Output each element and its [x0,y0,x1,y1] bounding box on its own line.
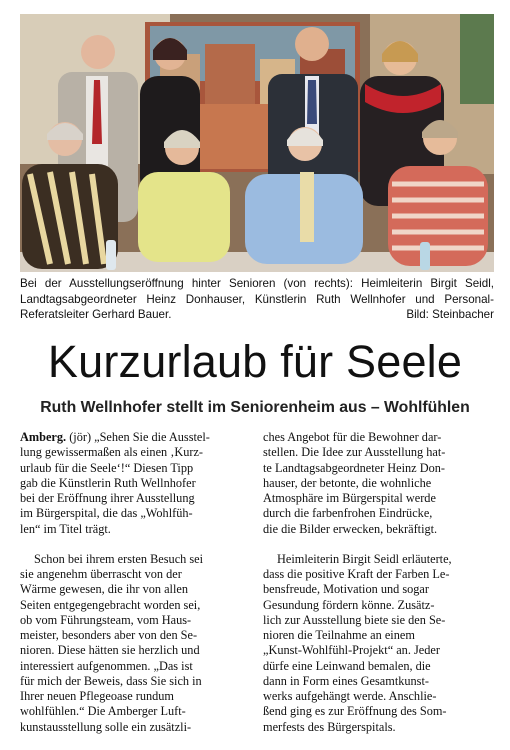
line: ob vom Führungsteam, vom Haus- [20,612,192,627]
line: len“ im Titel trägt. [20,521,111,536]
photo-caption [20,276,494,323]
paragraph-2 [20,552,253,735]
line: „Kunst-Wohlfühl-Projekt“ an. Jeder [263,643,440,658]
caption-text: Bei der Ausstellungseröffnung hinter Senioren (von rechts): Heimleiterin Birgit Seidl, Landtagsabgeordneter Heinz Donhauser, Künstlerin Ruth Wellnhofer und Personal-Referatsleiter Gerhard Bauer. [20,277,494,321]
line: te Landtagsabgeordneter Heinz Don- [263,460,445,475]
line: bei der Eröffnung ihrer Ausstellung [20,491,195,505]
line: Atmosphäre im Bürgerspital werde [263,491,436,505]
line: nioren die Teilnahme an einem [263,628,415,642]
line: Schon bei ihrem ersten Besuch sei [34,551,204,566]
line: Gesundung fördern könne. Zusätz- [263,597,435,612]
line: merfests des Bürgerspitals. [263,719,396,734]
line: nioren. Diese hätten sie herzlich und [20,643,200,658]
line: stellen. Die Idee zur Ausstellung hat- [263,445,446,460]
photo-credit: Bild: Steinbacher [406,308,494,321]
line: meister, besonders aber von den Se- [20,628,198,642]
line: die die Bilder erwecken, bekräftigt. [263,521,438,536]
line: hauser, der betonte, die wohnliche [263,475,432,490]
dateline: Amberg. [20,430,67,444]
line: werks aufgehängt werde. Anschlie- [263,689,437,703]
line: bensfreude, Motivation und sogar [263,582,429,597]
paragraph-2-continued [263,430,496,537]
line: dann in Form eines Gesamtkunst- [263,673,429,688]
line: urlaub für die Seele‘!“ Diesen Tipp [20,460,194,475]
line: kunstausstellung solle ein zusätzli- [20,719,192,734]
article-photo [20,14,494,272]
line: dass die positive Kraft der Farben Le- [263,567,450,581]
line: wohlfühlen.“ Die Amberger Luft- [20,704,186,719]
line: dürfe eine Leinwand bemalen, die [263,658,431,673]
line: für mich der Beweis, dass Sie sich in [20,673,202,688]
paragraph-3 [263,552,496,735]
group-photo-icon [20,14,494,272]
line: Seiten entgegengebracht worden sei, [20,597,201,612]
line: lich zur Ausstellung biete sie den Se- [263,612,446,627]
paragraph-1 [20,430,253,537]
line: ßend ging es zur Eröffnung des Som- [263,704,447,719]
line: lung gewissermaßen als einen ‚Kurz- [20,445,204,460]
article-column-left [20,430,253,735]
line: gab die Künstlerin Ruth Wellnhofer [20,475,196,490]
article-column-right [263,430,496,735]
line: im Bürgerspital, die das „Wohlfüh- [20,506,193,521]
line: Wärme gewesen, die ihr von allen [20,582,188,597]
line: (jör) „Sehen Sie die Ausstel- [69,430,210,444]
line: sie angenehm überrascht von der [20,567,182,581]
line: interessiert aufgenommen. „Das ist [20,658,193,673]
line: durch die farbenfrohen Eindrücke, [263,506,433,521]
line: Heimleiterin Birgit Seidl erläuterte, [277,551,452,566]
line: ches Angebot für die Bewohner dar- [263,430,442,444]
line: Ihrer neuen Pflegeoase rundum [20,689,174,703]
headline: Kurzurlaub für Seele [47,336,463,387]
subheadline: Ruth Wellnhofer stellt im Seniorenheim aus – Wohlfühlen [40,399,470,416]
